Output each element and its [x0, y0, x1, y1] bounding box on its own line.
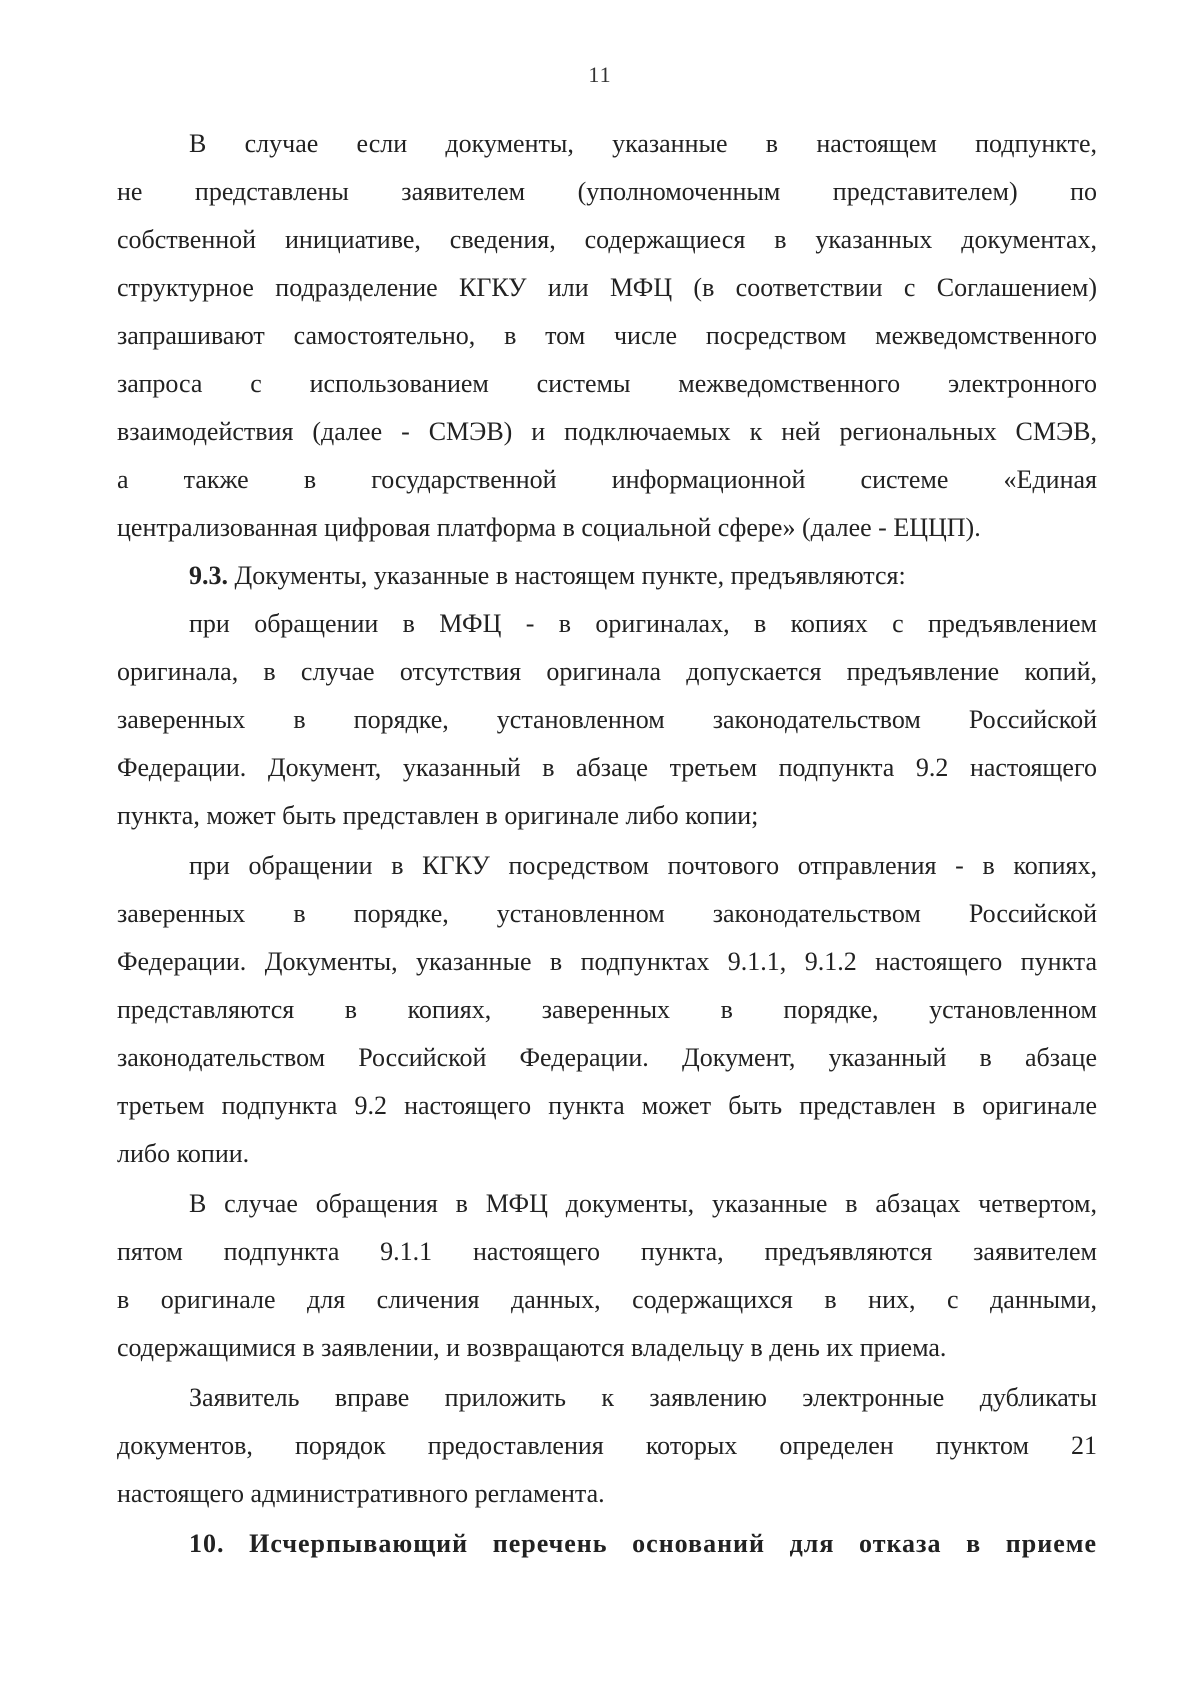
paragraph-duplicates	[117, 1374, 1097, 1518]
text-line: третьем подпункта 9.2 настоящего пункта может быть представлен в оригинале	[117, 1091, 1097, 1120]
text-line: запроса с использованием системы межведомственного электронного	[117, 369, 1097, 398]
clause-number: 9.3.	[189, 561, 228, 590]
paragraph-kgku	[117, 842, 1097, 1178]
text-line: собственной инициативе, сведения, содержащиеся в указанных документах,	[117, 225, 1097, 254]
text-line: пятом подпункта 9.1.1 настоящего пункта, предъявляются заявителем	[117, 1237, 1097, 1266]
text-line: Федерации. Документы, указанные в подпунктах 9.1.1, 9.1.2 настоящего пункта	[117, 947, 1097, 976]
text-line: Федерации. Документ, указанный в абзаце третьем подпункта 9.2 настоящего	[117, 753, 1097, 782]
paragraph-originals	[117, 1180, 1097, 1372]
text-line: запрашивают самостоятельно, в том числе посредством межведомственного	[117, 321, 1097, 350]
page-number: 11	[588, 62, 612, 87]
paragraph-9-3	[117, 552, 1097, 600]
text-line: документов, порядок предоставления которых определен пунктом 21	[117, 1431, 1097, 1460]
document-body	[117, 120, 1097, 1568]
text-line: пункта, может быть представлен в оригинале либо копии;	[117, 801, 759, 830]
text-line: оригинала, в случае отсутствия оригинала допускается предъявление копий,	[117, 657, 1097, 686]
text-line: в оригинале для сличения данных, содержащихся в них, с данными,	[117, 1285, 1097, 1314]
text-line: заверенных в порядке, установленном законодательством Российской	[117, 705, 1097, 734]
paragraph-mfc	[117, 600, 1097, 840]
text-line: взаимодействия (далее - СМЭВ) и подключаемых к ней региональных СМЭВ,	[117, 417, 1097, 446]
text-line: централизованная цифровая платформа в социальной сфере» (далее - ЕЦЦП).	[117, 513, 981, 542]
text-line: при обращении в КГКУ посредством почтового отправления - в копиях,	[189, 851, 1097, 880]
text-line: В случае обращения в МФЦ документы, указанные в абзацах четвертом,	[189, 1189, 1097, 1218]
text-line: а также в государственной информационной системе «Единая	[117, 465, 1097, 494]
text-line: Заявитель вправе приложить к заявлению электронные дубликаты	[189, 1383, 1097, 1412]
text-line: Документы, указанные в настоящем пункте, предъявляются:	[228, 561, 906, 590]
text-line: настоящего административного регламента.	[117, 1479, 605, 1508]
text-line: содержащимися в заявлении, и возвращаются владельцу в день их приема.	[117, 1333, 947, 1362]
text-line: не представлены заявителем (уполномоченным представителем) по	[117, 177, 1097, 206]
text-line: законодательством Российской Федерации. Документ, указанный в абзаце	[117, 1043, 1097, 1072]
paragraph-1	[117, 120, 1097, 552]
text-line: заверенных в порядке, установленном законодательством Российской	[117, 899, 1097, 928]
text-line: либо копии.	[117, 1139, 250, 1168]
text-line: представляются в копиях, заверенных в порядке, установленном	[117, 995, 1097, 1024]
section-heading: 10. Исчерпывающий перечень оснований для отказа в приеме	[189, 1529, 1097, 1558]
text-line: при обращении в МФЦ - в оригиналах, в копиях с предъявлением	[189, 609, 1097, 638]
text-line: В случае если документы, указанные в настоящем подпункте,	[189, 129, 1097, 158]
text-line: структурное подразделение КГКУ или МФЦ (в соответствии с Соглашением)	[117, 273, 1097, 302]
